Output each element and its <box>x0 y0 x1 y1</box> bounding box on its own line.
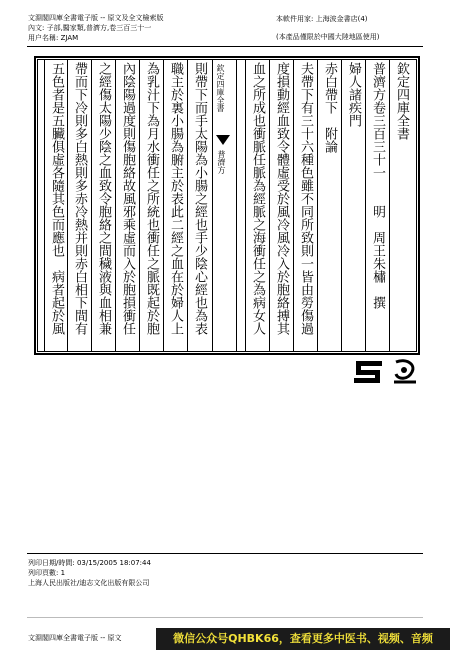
column-divider <box>389 59 390 352</box>
column-divider <box>317 59 318 352</box>
header-content-path: 內文: 子部,醫家類,普濟方,卷三百三十一 <box>28 24 152 32</box>
column-divider <box>245 59 246 352</box>
book-column-9: 職主於裏小腸為腑主於表此二經之血在於婦人上 <box>168 62 183 335</box>
digital-heritage-logo-icon <box>390 358 420 386</box>
book-column-4: 赤白帶下 附論 <box>322 62 337 153</box>
wechat-promo-banner[interactable]: 微信公众号QHBK66，查看更多中医书、视频、音频 <box>156 628 450 650</box>
column-divider <box>365 59 366 352</box>
book-column-13: 帶而下冷則多白熱則多赤冷熱并則赤白相下間有 <box>72 62 87 335</box>
column-divider <box>163 59 164 352</box>
column-divider <box>293 59 294 352</box>
publisher-name: 上海人民出版社/迪志文化出版有限公司 <box>28 579 150 587</box>
book-column-1: 欽定四庫全書 <box>394 62 409 140</box>
print-datetime: 列印日期/時間: 03/15/2005 18:07:44 <box>28 559 151 567</box>
fish-tail-icon <box>216 135 230 145</box>
book-column-3: 婦人諸疾門 <box>346 62 361 127</box>
book-column-8: 則帶下而手太陽為小腸之經也手少陰心經也為表 <box>192 62 207 335</box>
column-divider <box>139 59 140 352</box>
publisher-logo-icon <box>354 358 390 386</box>
header-licensee: 本軟件用家: 上海波金書店(4) <box>276 15 368 23</box>
book-column-14: 五色者是五臟俱虛各隨其色而應也 病者起於風 <box>49 62 64 335</box>
banxin-line-right <box>236 59 237 352</box>
book-column-10: 為乳汁下為月水衝任之所統也衝任之脈既起於胞 <box>144 62 159 335</box>
book-column-11: 內陰陽過度則傷胞絡故風邪乘虛而入於胞損衝任 <box>120 62 135 335</box>
header-username: 用户名稱: ZJAM <box>28 34 79 42</box>
column-divider <box>187 59 188 352</box>
book-column-2: 普濟方卷三百三十一 明 周王朱橚 撰 <box>370 62 385 309</box>
header-title: 文淵閣四庫全書電子版 -- 原文及全文檢索版 <box>28 14 164 22</box>
column-divider <box>115 59 116 352</box>
next-page-header: 文淵閣四庫全書電子版 -- 原文 <box>28 634 122 642</box>
column-divider <box>67 59 68 352</box>
book-column-12: 之經傷太陽少陰之血致令胞絡之間穢液與血相兼 <box>96 62 111 335</box>
book-column-5: 夫帶下有三十六種色雖不同所致則一皆由勞傷過 <box>298 62 313 335</box>
column-divider <box>269 59 270 352</box>
banxin-book-name: 普濟方 <box>217 150 226 174</box>
column-divider <box>341 59 342 352</box>
banxin-title: 欽定四庫全書 <box>216 64 225 112</box>
book-column-7: 血之所成也衝脈任脈為經脈之海衝任之為病女人 <box>250 62 265 335</box>
header-region-note: (本產品僅限於中國大陸地區使用) <box>276 33 380 41</box>
header-left <box>28 13 164 43</box>
footer-divider <box>27 553 423 554</box>
header-divider <box>27 46 423 47</box>
column-divider <box>44 59 45 352</box>
column-divider <box>91 59 92 352</box>
banxin-line-left <box>212 59 213 352</box>
page-gap <box>27 617 423 618</box>
book-column-6: 度損動經血致令體虛受於風冷風冷入於胞絡搏其 <box>274 62 289 335</box>
print-pages: 列印頁數: 1 <box>28 569 66 577</box>
